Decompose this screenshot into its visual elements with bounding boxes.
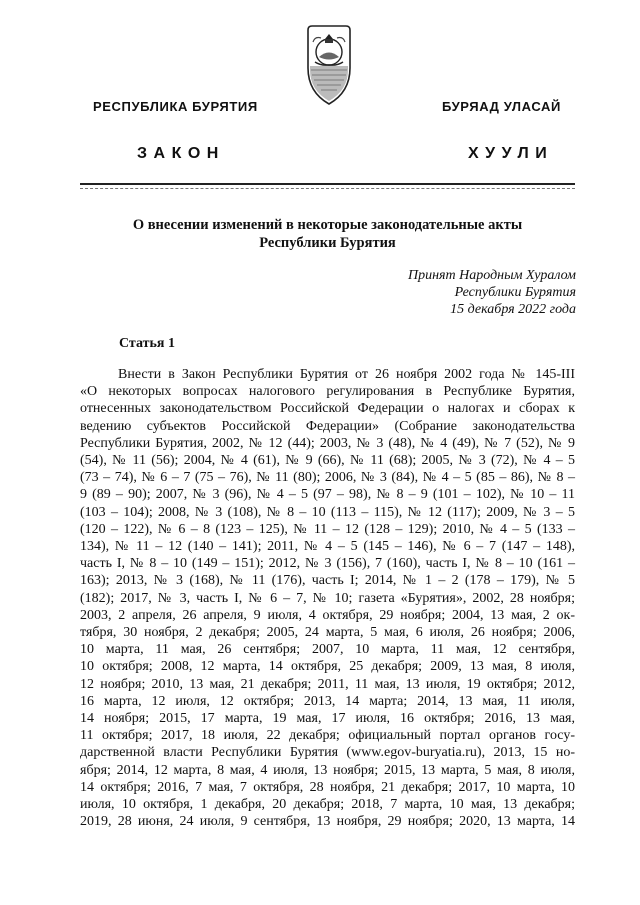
body-line: (73 – 74), № 6 – 7 (75 – 76), № 11 (80); 2006, № 3 (84), № 4 – 5 (85 – 86), № 8 – [80,470,575,486]
body-line: 10 октября; 2008, 12 марта, 14 октября, 25 декабря; 2009, 13 мая, 8 июля, [80,659,575,675]
body-line: 16 марта, 12 июля, 12 октября; 2013, 14 марта; 2014, 13 мая, 11 июля, [80,693,575,709]
document-title [80,216,575,252]
body-line: 9 (89 – 90); 2007, № 3 (96), № 4 – 5 (97 – 98), № 8 – 9 (101 – 102), № 10 – 11 [80,487,575,503]
republic-name-ru: РЕСПУБЛИКА БУРЯТИЯ [93,99,258,114]
body-line: Внести в Закон Республики Бурятия от 26 ноября 2002 года № 145-III [118,367,575,382]
body-line: отнесенных законодательством Российской Федерации о налогах и сборах к [80,401,575,417]
body-line: 10 марта, 11 мая, 26 сентября; 2007, 10 марта, 11 мая, 12 сентября, [80,642,575,658]
adoption-line-2: Республики Бурятия [454,285,576,300]
body-line: 2019, 28 июня, 24 июля, 9 сентября, 13 ноября, 29 ноября; 2020, 13 марта, 14 [80,814,575,830]
adoption-note [408,267,576,318]
body-line: 2003, 2 апреля, 26 апреля, 9 июля, 4 октября, 29 ноября; 2004, 13 мая, 2 ок- [80,607,575,623]
body-line: часть I, № 8 – 10 (149 – 151); 2012, № 3 (156), 7 (160), часть I, № 8 – 10 (161 – [80,556,575,572]
title-line-1: О внесении изменений в некоторые законодательные акты [132,217,523,233]
body-line: дарственной власти Республики Бурятия (www.egov-buryatia.ru), 2013, 15 но- [80,745,575,761]
coat-of-arms-emblem [305,22,353,108]
body-line: 163); 2013, № 3 (168), № 11 (176), часть I; 2014, № 1 – 2 (178 – 179), № 5 [80,573,575,589]
body-line: «О некоторых вопросах налогового регулирования в Республике Бурятия, [80,384,575,400]
body-line: (103 – 104); 2008, № 3 (108), № 8 – 10 (113 – 115), № 12 (117); 2009, № 3 – 5 [80,504,575,520]
title-line-2: Республики Бурятия [259,235,396,251]
body-line: ября; 2014, 12 марта, 8 мая, 4 июля, 13 ноября; 2015, 13 марта, 5 мая, 8 июля, [80,762,575,778]
adoption-date: 15 декабря 2022 года [450,302,576,317]
header-divider [80,183,575,185]
adoption-line-1: Принят Народным Хуралом [407,268,576,283]
body-line: 134), № 11 – 12 (140 – 141); 2011, № 4 – 5 (145 – 146), № 6 – 7 (147 – 148), [80,539,575,555]
body-line: (120 – 122), № 6 – 8 (123 – 125), № 11 – 12 (128 – 129); 2010, № 4 – 5 (133 – [80,521,575,537]
header-divider-thin [80,188,575,189]
body-line: (182); 2017, № 3, часть I, № 6 – 7, № 10; газета «Бурятия», 2002, 28 ноября; [80,590,575,606]
body-line: июля, 10 октября, 1 декабря, 20 декабря; 2018, 7 марта, 10 мая, 13 декабря; [80,797,575,813]
body-line: (54), № 11 (56); 2004, № 4 (61), № 9 (66), № 11 (68); 2005, № 3 (72), № 4 – 5 [80,453,575,469]
body-line: 11 октября; 2017, 18 июля, 22 декабря; официальный портал органов госу- [80,728,575,744]
body-line: 14 октября; 2016, 7 мая, 7 октября, 28 ноября, 21 декабря; 2017, 10 марта, 10 [80,779,575,795]
body-line: ведению субъектов Российской Федерации» (Собрание законодательства [80,418,575,434]
law-label-ru: ЗАКОН [137,145,225,162]
body-line: 14 ноября; 2015, 17 марта, 19 мая, 17 июля, 16 октября; 2016, 13 мая, [80,711,575,727]
body-line: Республики Бурятия, 2002, № 12 (44); 2003, № 3 (48), № 4 (49), № 7 (52), № 9 [80,435,575,451]
republic-name-bur: БУРЯАД УЛАСАЙ [442,99,561,114]
article-heading: Статья 1 [119,336,175,351]
article-body [80,366,575,830]
law-label-bur: ХУУЛИ [468,145,554,162]
body-line: 12 ноября; 2010, 13 мая, 21 декабря; 2011, 11 мая, 13 июля, 19 октября; 2012, [80,676,575,692]
body-line: тября, 30 ноября, 2 декабря; 2005, 24 марта, 5 мая, 6 июля, 26 ноября; 2006, [80,625,575,641]
